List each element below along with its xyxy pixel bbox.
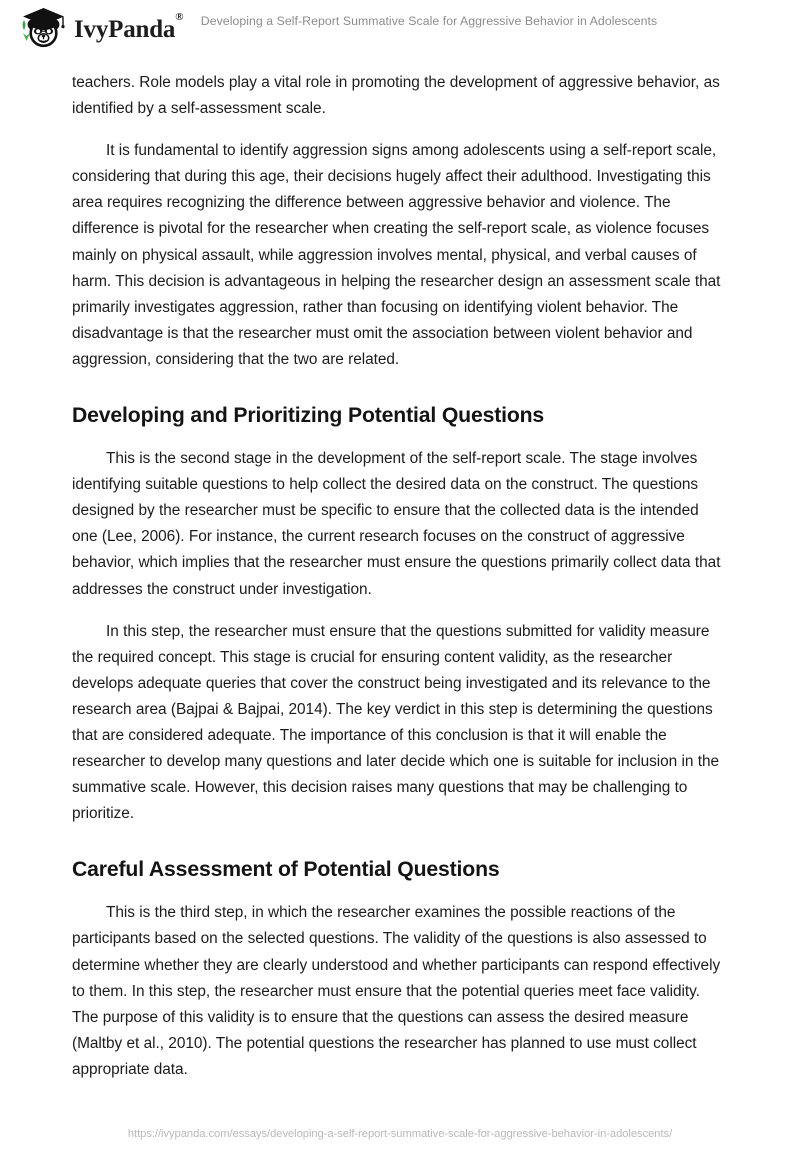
page-header	[0, 0, 800, 58]
source-url[interactable]: https://ivypanda.com/essays/developing-a-self-report-summative-scale-for-aggressive-behavior-in-adolescents/	[127, 1128, 673, 1140]
brand-name: IvyPanda®	[74, 11, 184, 43]
paragraph: This is the third step, in which the researcher examines the possible reactions of the participants based on the selected questions. The validity of the questions is also assessed to determine whether they are clearly understood and whether participants can respond effectively to them. In this step, the researcher must ensure that the potential queries meet face validity. The purpose of this validity is to ensure that the questions can assess the desired measure (Maltby et al., 2010). The potential questions the researcher has planned to use must collect appropriate data.	[72, 904, 721, 1078]
paragraph: teachers. Role models play a vital role in promoting the development of aggressive behavior, as identified by a self-assessment scale.	[72, 74, 720, 118]
paragraph: It is fundamental to identify aggression signs among adolescents using a self-report scale, considering that during this age, their decisions hugely affect their adulthood. Investigating this area requires recognizing the difference between aggressive behavior and violence. The difference is pivotal for the researcher when creating the self-report scale, as violence focuses mainly on physical assault, while aggression involves mental, physical, and verbal causes of harm. This decision is advantageous in helping the researcher design an assessment scale that primarily investigates aggression, rather than focusing on identifying violent behavior. The disadvantage is that the researcher must omit the association between violent behavior and aggression, considering that the two are related.	[72, 142, 721, 368]
page-title: Developing a Self-Report Summative Scale for Aggressive Behavior in Adolescents	[200, 14, 658, 28]
page-footer	[0, 1124, 800, 1142]
section-heading: Developing and Prioritizing Potential Questions	[72, 404, 545, 428]
paragraph: This is the second stage in the development of the self-report scale. The stage involves identifying suitable questions to help collect the desired data on the construct. The questions designed by the researcher must be specific to ensure that the collected data is the intended one (Lee, 2006). For instance, the current research focuses on the construct of aggressive behavior, which implies that the researcher must ensure the questions primarily collect data that addresses the construct under investigation.	[72, 450, 721, 598]
document-body	[72, 70, 726, 1083]
brand-logo-link[interactable]	[16, 6, 183, 50]
registered-trademark-icon: ®	[175, 11, 184, 24]
panda-graduate-logo-icon	[16, 6, 68, 50]
section-heading: Careful Assessment of Potential Questions	[72, 858, 500, 882]
paragraph: In this step, the researcher must ensure that the questions submitted for validity measure the required concept. This stage is crucial for ensuring content validity, as the researcher develops adequate queries that cover the construct being investigated and its relevance to the research area (Bajpai & Bajpai, 2014). The key verdict in this step is determining the questions that are considered adequate. The importance of this conclusion is that it will enable the researcher to develop many questions and later decide which one is suitable for inclusion in the summative scale. However, this decision raises many questions that may be challenging to prioritize.	[72, 622, 720, 823]
